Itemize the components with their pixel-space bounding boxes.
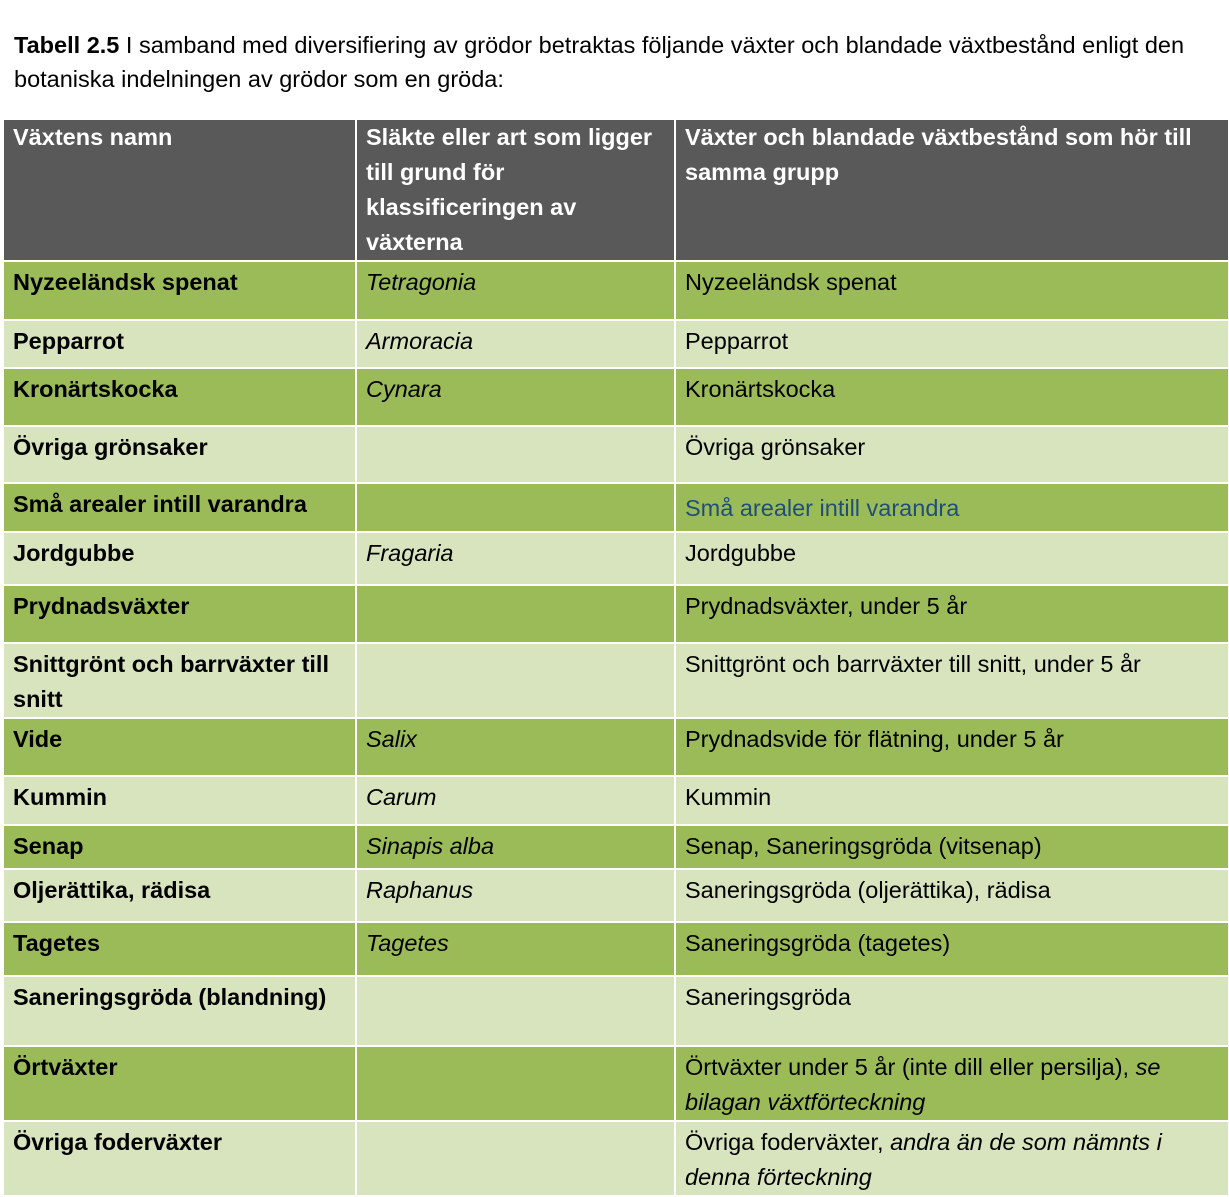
plant-name: Övriga grönsaker [3, 426, 356, 483]
group [675, 718, 1229, 776]
genus: Cynara [356, 368, 675, 426]
table-row [3, 426, 1229, 483]
plant-name: Kummin [3, 776, 356, 825]
plant-name: Snittgrönt och barrväxter till snitt [3, 643, 356, 718]
plant-name: Nyzeeländsk spenat [3, 261, 356, 320]
plant-name: Örtväxter [3, 1046, 356, 1121]
table-caption [14, 28, 1194, 96]
table-row [3, 483, 1229, 532]
header-row [3, 119, 1229, 261]
group [675, 426, 1229, 483]
genus [356, 426, 675, 483]
group-text: Snittgrönt och barrväxter till snitt, under 5 år [685, 651, 1141, 677]
group [675, 368, 1229, 426]
genus [356, 1046, 675, 1121]
group [675, 1046, 1229, 1121]
group-text: Kronärtskocka [685, 376, 836, 402]
plant-name: Små arealer intill varandra [3, 483, 356, 532]
group-text-italic: andra än de som nämnts i denna förteckning [685, 1129, 1162, 1190]
table-row [3, 532, 1229, 585]
group [675, 320, 1229, 368]
plant-name: Prydnadsväxter [3, 585, 356, 643]
group-text-italic: se bilagan växtförteckning [685, 1054, 1161, 1115]
genus [356, 976, 675, 1046]
genus: Salix [356, 718, 675, 776]
plant-name: Senap [3, 825, 356, 869]
group [675, 532, 1229, 585]
table-row [3, 1121, 1229, 1196]
group [675, 776, 1229, 825]
group [675, 483, 1229, 532]
genus: Tagetes [356, 922, 675, 976]
header-group: Växter och blandade växtbestånd som hör till samma grupp [675, 119, 1229, 261]
group [675, 922, 1229, 976]
crop-table [2, 118, 1229, 1197]
table-row [3, 825, 1229, 869]
group [675, 869, 1229, 922]
table-row [3, 776, 1229, 825]
genus: Tetragonia [356, 261, 675, 320]
plant-name: Tagetes [3, 922, 356, 976]
genus [356, 1121, 675, 1196]
genus [356, 643, 675, 718]
table-row [3, 320, 1229, 368]
group-text: Senap, Saneringsgröda (vitsenap) [685, 833, 1042, 859]
genus [356, 483, 675, 532]
plant-name: Jordgubbe [3, 532, 356, 585]
group [675, 825, 1229, 869]
group [675, 261, 1229, 320]
genus: Raphanus [356, 869, 675, 922]
group-text: Prydnadsvide för flätning, under 5 år [685, 726, 1064, 752]
group-text: Övriga grönsaker [685, 434, 866, 460]
group-text: Örtväxter under 5 år (inte dill eller persilja), [685, 1054, 1130, 1080]
genus: Sinapis alba [356, 825, 675, 869]
table-row [3, 869, 1229, 922]
caption-text: I samband med diversifiering av grödor betraktas följande växter och blandade växtbestånd enligt den botaniska indelningen av grödor som en gröda: [14, 32, 1185, 92]
genus: Carum [356, 776, 675, 825]
plant-name: Övriga foderväxter [3, 1121, 356, 1196]
group-text: Saneringsgröda [685, 984, 851, 1010]
group-text: Övriga foderväxter, [685, 1129, 891, 1155]
group-text: Saneringsgröda (tagetes) [685, 930, 951, 956]
plant-name: Kronärtskocka [3, 368, 356, 426]
table-row [3, 585, 1229, 643]
plant-name: Pepparrot [3, 320, 356, 368]
group-text: Jordgubbe [685, 540, 797, 566]
header-genus: Släkte eller art som ligger till grund för klassificeringen av växterna [356, 119, 675, 261]
plant-name: Vide [3, 718, 356, 776]
group-text: Nyzeeländsk spenat [685, 269, 897, 295]
group [675, 1121, 1229, 1196]
plant-name: Saneringsgröda (blandning) [3, 976, 356, 1046]
caption-label: Tabell 2.5 [14, 32, 120, 58]
table-row [3, 368, 1229, 426]
table-row [3, 976, 1229, 1046]
genus: Armoracia [356, 320, 675, 368]
table-row [3, 261, 1229, 320]
group-text: Kummin [685, 784, 772, 810]
group-text: Saneringsgröda (oljerättika), rädisa [685, 877, 1051, 903]
group [675, 585, 1229, 643]
table-row [3, 718, 1229, 776]
header-plant-name: Växtens namn [3, 119, 356, 261]
table-row [3, 922, 1229, 976]
group [675, 643, 1229, 718]
group-text: Små arealer intill varandra [685, 495, 960, 521]
genus: Fragaria [356, 532, 675, 585]
table-row [3, 1046, 1229, 1121]
group [675, 976, 1229, 1046]
genus [356, 585, 675, 643]
group-text: Prydnadsväxter, under 5 år [685, 593, 968, 619]
plant-name: Oljerättika, rädisa [3, 869, 356, 922]
group-text: Pepparrot [685, 328, 789, 354]
table-row [3, 643, 1229, 718]
